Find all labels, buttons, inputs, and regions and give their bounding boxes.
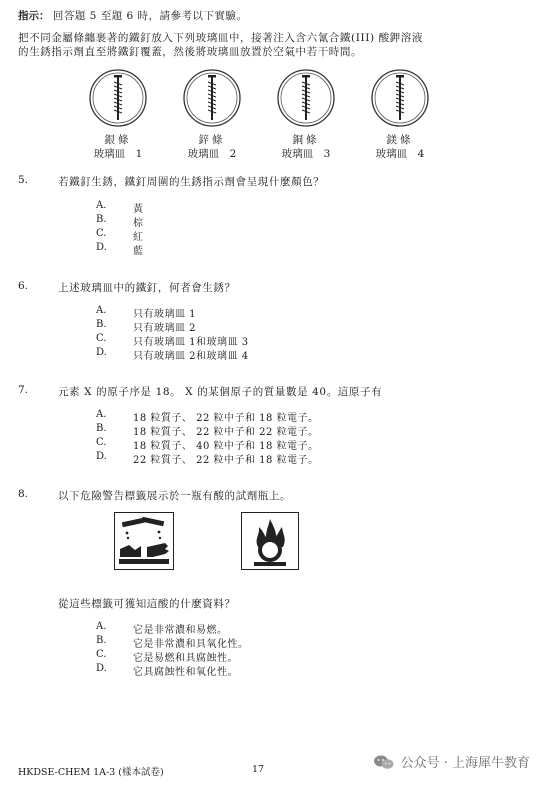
watermark-text: 公众号 · 上海犀牛教育 [400,756,530,771]
option-label: C. [96,333,107,344]
option-label: D. [96,347,107,358]
petri-dish-3 [276,68,336,128]
dish-caption-2 [162,133,262,161]
question-number: 7. [18,384,29,396]
option-label: B. [96,319,107,330]
option-text: 棕 [133,218,144,229]
option-label: A. [96,200,107,211]
nail-in-dish-icon [276,68,336,128]
option-text: 它具腐蝕性和氧化性。 [133,667,238,678]
question-8-followup: 從這些標籤可獲知這酸的什麼資料？ [58,598,236,610]
option-label: A. [96,305,107,316]
petri-dish-4 [370,68,430,128]
metal-label: 鋅條 [198,134,226,146]
option-label: C. [96,228,107,239]
watermark [373,752,530,771]
footer-page-number: 17 [252,764,265,775]
petri-dish-2 [182,68,242,128]
dish-label: 玻璃皿 4 [375,148,425,160]
metal-label: 銅條 [292,134,320,146]
option-text: 只有玻璃皿 1 [133,309,197,320]
option-text: 黃 [133,204,144,215]
question-text: 若鐵釘生銹，鐵釘周圍的生銹指示劑會呈現什麼顏色？ [58,176,325,188]
metal-label: 鎂條 [386,134,414,146]
option-text: 18 粒質子、 22 粒中子和 18 粒電子。 [133,413,319,424]
dish-label: 玻璃皿 1 [93,148,143,160]
petri-dish-1 [88,68,148,128]
option-label: C. [96,437,107,448]
question-text: 上述玻璃皿中的鐵釘，何者會生銹？ [58,282,236,294]
nail-in-dish-icon [88,68,148,128]
metal-label: 銀條 [104,134,132,146]
intro-line-2: 的生銹指示劑直至將鐵釘覆蓋，然後將玻璃皿放置於空氣中若干時間。 [18,46,363,58]
option-label: D. [96,242,107,253]
option-text: 它是非常濃和易燃。 [133,625,228,636]
dish-label: 玻璃皿 2 [187,148,237,160]
question-number: 5. [18,174,29,186]
question-text: 以下危險警告標籤展示於一瓶有酸的試劑瓶上。 [58,490,292,502]
option-label: D. [96,663,107,674]
nail-in-dish-icon [182,68,242,128]
nail-in-dish-icon [370,68,430,128]
dish-label: 玻璃皿 3 [281,148,331,160]
option-text: 它是易燃和具腐蝕性。 [133,653,238,664]
intro-line-1: 把不同金屬條纏裹著的鐵釘放入下列玻璃皿中，接著注入含六氰合鐵(III) 酸鉀溶液 [18,32,423,44]
option-label: D. [96,451,107,462]
option-text: 紅 [133,232,144,243]
option-label: A. [96,409,107,420]
question-text: 元素 X 的原子序是 18。 X 的某個原子的質量數是 40。這原子有 [58,386,383,398]
option-text: 只有玻璃皿 2和玻璃皿 4 [133,351,249,362]
intro-paragraph [18,31,538,59]
option-text: 18 粒質子、 22 粒中子和 22 粒電子。 [133,427,319,438]
question-number: 8. [18,488,29,500]
option-label: A. [96,621,107,632]
option-label: C. [96,649,107,660]
option-label: B. [96,423,107,434]
option-text: 只有玻璃皿 2 [133,323,197,334]
option-text: 18 粒質子、 40 粒中子和 18 粒電子。 [133,441,319,452]
footer-paper-code: HKDSE-CHEM 1A-3 (樣本試卷) [18,767,164,778]
dish-caption-3 [256,133,356,161]
wechat-icon [373,754,395,770]
option-text: 22 粒質子、 22 粒中子和 18 粒電子。 [133,455,319,466]
option-label: B. [96,214,107,225]
question-number: 6. [18,280,29,292]
dish-caption-4 [350,133,450,161]
instructions-line [18,9,248,23]
instructions-label: 指示： [18,10,50,22]
oxidizing-hazard-icon [241,512,299,570]
option-text: 它是非常濃和具氧化性。 [133,639,249,650]
option-text: 只有玻璃皿 1和玻璃皿 3 [133,337,249,348]
option-text: 藍 [133,246,144,257]
option-label: B. [96,635,107,646]
dish-caption-1 [68,133,168,161]
instructions-text: 回答題 5 至題 6 時，請參考以下實驗。 [52,10,248,22]
corrosive-hazard-icon [114,512,174,570]
